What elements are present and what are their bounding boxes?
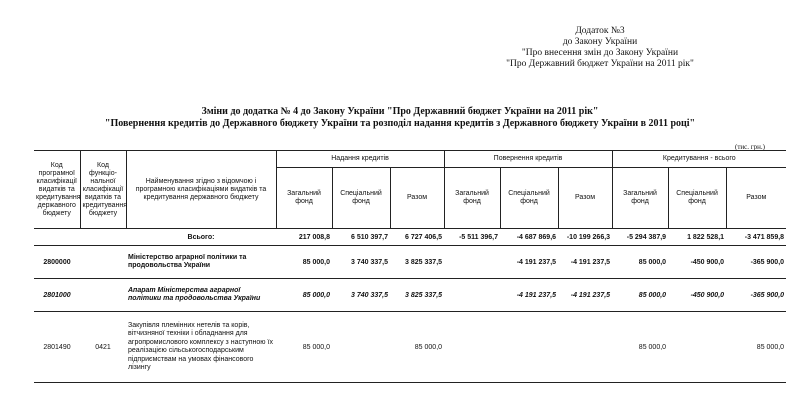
- col-header-program-code: Код програмної класифікації видатків та кредитування державного бюджету: [34, 151, 80, 229]
- table-cell: 1 822 528,1: [668, 229, 726, 246]
- table-cell: -365 900,0: [726, 246, 786, 279]
- appendix-line: Додаток №3: [575, 26, 625, 36]
- table-cell: 85 000,0: [612, 312, 668, 383]
- col-header-functional-code: Код функціо-нальної класифікації видатків та кредитування бюджету: [80, 151, 126, 229]
- table-cell: -365 900,0: [726, 279, 786, 312]
- col-header-general-fund: Загальний фонд: [612, 168, 668, 229]
- table-cell: 85 000,0: [726, 312, 786, 383]
- table-cell: -4 191 237,5: [500, 246, 558, 279]
- table-cell: 85 000,0: [276, 246, 332, 279]
- row-name: Міністерство аграрної політики та продовольства України: [126, 246, 276, 279]
- functional-code: [80, 279, 126, 312]
- table-cell: 3 825 337,5: [390, 246, 444, 279]
- table-cell: 6 510 397,7: [332, 229, 390, 246]
- row-name: Закупівля племінних нетелів та корів, вітчизняної техніки і обладнання для агропромислового комплексу з наступною їх реалізацією сільськогосподарським підприємствам на умовах фінансового лізингу: [126, 312, 276, 383]
- appendix-reference: [470, 26, 730, 70]
- table-cell: -5 511 396,7: [444, 229, 500, 246]
- col-header-name: Найменування згідно з відомчою і програмною класифікаціями видатків та кредитування державного бюджету: [126, 151, 276, 229]
- table-cell: 3 740 337,5: [332, 246, 390, 279]
- table-cell: [500, 312, 558, 383]
- table-cell: -4 191 237,5: [558, 279, 612, 312]
- program-code: 2801490: [34, 312, 80, 383]
- functional-code: [80, 246, 126, 279]
- table-cell: 85 000,0: [612, 279, 668, 312]
- header-row-groups: [34, 151, 786, 168]
- table-cell: -450 900,0: [668, 279, 726, 312]
- appendix-line: "Про внесення змін до Закону України: [521, 48, 679, 58]
- table-cell: 85 000,0: [390, 312, 444, 383]
- table-cell: -4 191 237,5: [500, 279, 558, 312]
- table-cell: [444, 312, 500, 383]
- col-header-special-fund: Спеціальний фонд: [332, 168, 390, 229]
- table-cell: 217 008,8: [276, 229, 332, 246]
- table-row-apparatus: [34, 279, 786, 312]
- table-cell: -3 471 859,8: [726, 229, 786, 246]
- table-cell: 6 727 406,5: [390, 229, 444, 246]
- col-header-special-fund: Спеціальний фонд: [668, 168, 726, 229]
- table-cell: [444, 246, 500, 279]
- appendix-line: до Закону України: [562, 37, 638, 47]
- document-title: [0, 106, 800, 130]
- table-cell: -5 294 387,9: [612, 229, 668, 246]
- table-cell: [558, 312, 612, 383]
- table-cell: -10 199 266,3: [558, 229, 612, 246]
- table-cell: [332, 312, 390, 383]
- col-header-special-fund: Спеціальний фонд: [500, 168, 558, 229]
- group-header-repayment: Повернення кредитів: [444, 151, 612, 168]
- table-cell: 85 000,0: [612, 246, 668, 279]
- table-cell: [444, 279, 500, 312]
- table-cell: 85 000,0: [276, 279, 332, 312]
- units-note: (тис. грн.): [735, 143, 765, 151]
- total-label: Всього:: [126, 229, 276, 246]
- table-row-program: [34, 312, 786, 383]
- table-cell: 3 825 337,5: [390, 279, 444, 312]
- group-header-provision: Надання кредитів: [276, 151, 444, 168]
- col-header-general-fund: Загальний фонд: [276, 168, 332, 229]
- budget-table: [34, 150, 786, 383]
- table-cell: -450 900,0: [668, 246, 726, 279]
- group-header-lending: Кредитування - всього: [612, 151, 786, 168]
- title-line-1: Зміни до додатка № 4 до Закону України "Про Державний бюджет України на 2011 рік": [201, 106, 599, 117]
- col-header-total: Разом: [726, 168, 786, 229]
- table-cell: 85 000,0: [276, 312, 332, 383]
- table-cell: -4 191 237,5: [558, 246, 612, 279]
- functional-code: 0421: [80, 312, 126, 383]
- program-code: 2801000: [34, 279, 80, 312]
- col-header-total: Разом: [390, 168, 444, 229]
- table-row-total: [34, 229, 786, 246]
- table-row-ministry: [34, 246, 786, 279]
- table-cell: -4 687 869,6: [500, 229, 558, 246]
- col-header-general-fund: Загальний фонд: [444, 168, 500, 229]
- table-cell: 3 740 337,5: [332, 279, 390, 312]
- row-name: Апарат Міністерства аграрної політики та продовольства України: [126, 279, 276, 312]
- appendix-line: "Про Державний бюджет України на 2011 рік": [506, 59, 694, 69]
- title-line-2: "Повернення кредитів до Державного бюджету України та розподіл надання кредитів з Державного бюджету України в 2011 році": [104, 118, 696, 129]
- col-header-total: Разом: [558, 168, 612, 229]
- program-code: 2800000: [34, 246, 80, 279]
- table-cell: [668, 312, 726, 383]
